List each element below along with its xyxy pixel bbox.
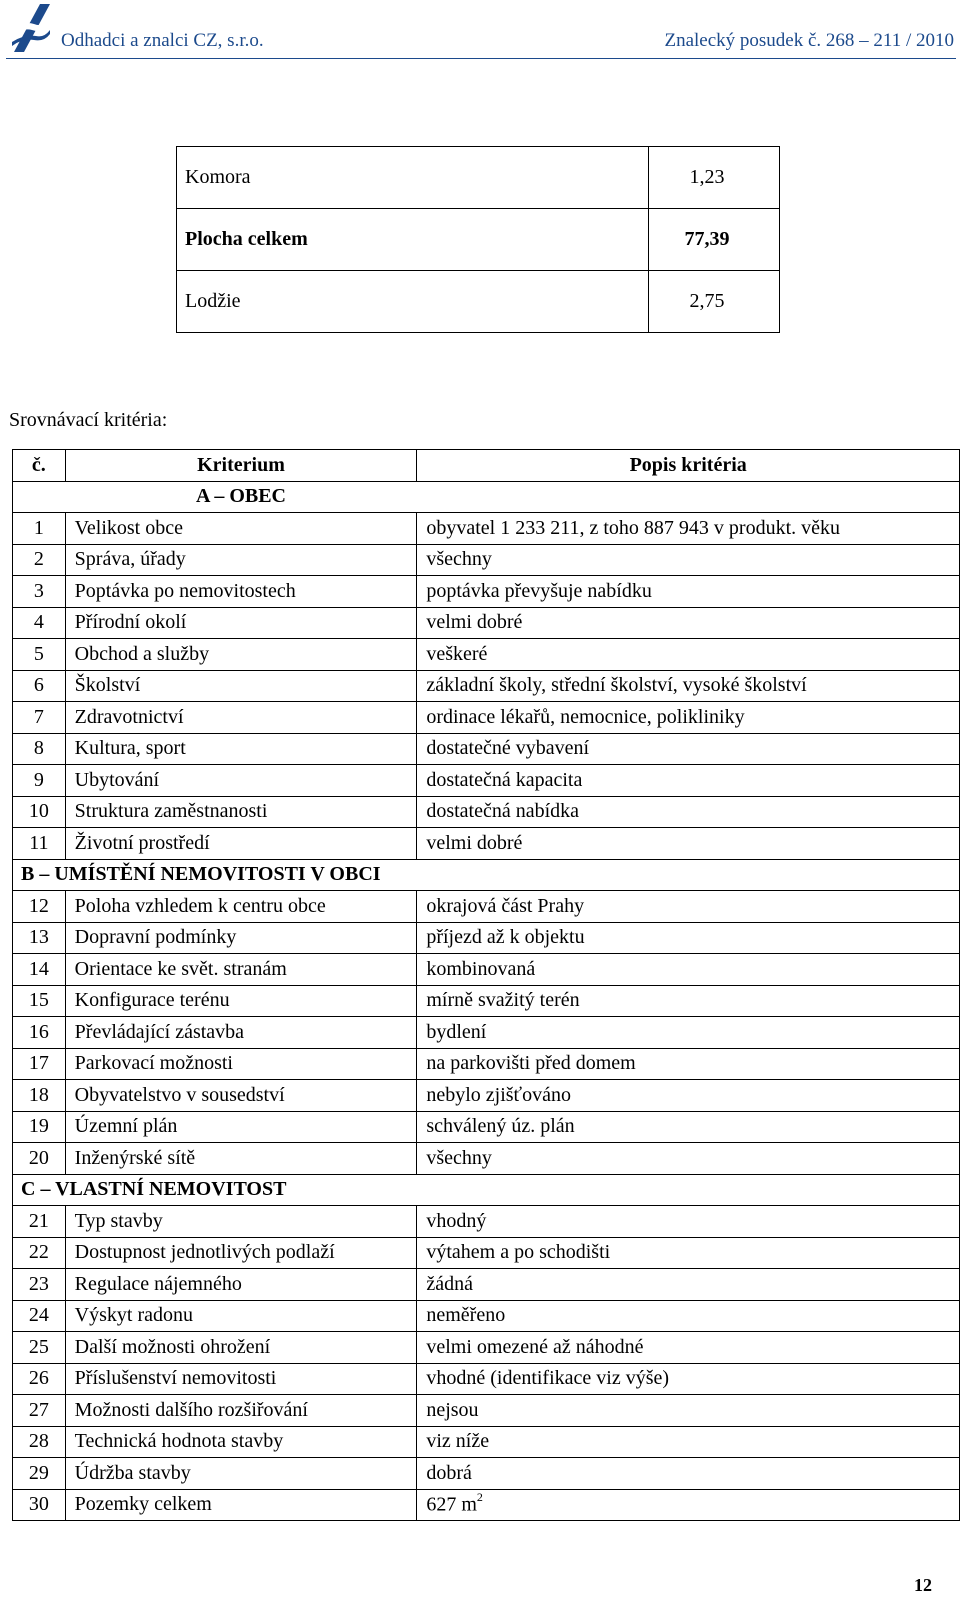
criterion-description-text: neměřeno xyxy=(426,1304,506,1327)
criterion-number: 22 xyxy=(13,1237,66,1269)
criterion-number: 10 xyxy=(13,796,66,828)
page-header xyxy=(6,0,956,59)
criteria-row xyxy=(13,796,960,828)
criterion-number: 19 xyxy=(13,1111,66,1143)
criterion-number: 6 xyxy=(13,670,66,702)
criterion-description-text: mírně svažitý terén xyxy=(426,989,580,1012)
criterion-name: Obchod a služby xyxy=(65,639,417,671)
criterion-name: Dostupnost jednotlivých podlaží xyxy=(65,1237,417,1269)
criterion-name: Obyvatelstvo v sousedství xyxy=(65,1080,417,1112)
criterion-description-text: kombinovaná xyxy=(426,957,536,980)
criteria-row xyxy=(13,513,960,545)
criteria-row xyxy=(13,1489,960,1521)
criteria-row xyxy=(13,765,960,797)
criteria-row xyxy=(13,733,960,765)
area-name: Plocha celkem xyxy=(177,209,649,271)
criterion-description xyxy=(417,1080,960,1112)
criterion-number: 20 xyxy=(13,1143,66,1175)
criteria-row xyxy=(13,1458,960,1490)
criterion-number: 14 xyxy=(13,954,66,986)
criterion-name: Převládající zástavba xyxy=(65,1017,417,1049)
criterion-description-text: veškeré xyxy=(426,642,488,665)
criterion-description xyxy=(417,1395,960,1427)
criterion-description xyxy=(417,922,960,954)
area-name: Lodžie xyxy=(177,271,649,333)
criterion-name: Školství xyxy=(65,670,417,702)
criteria-title: Srovnávací kritéria: xyxy=(9,409,168,431)
criterion-description xyxy=(417,733,960,765)
group-spacer xyxy=(13,481,66,513)
criteria-row xyxy=(13,670,960,702)
criterion-name: Příslušenství nemovitosti xyxy=(65,1363,417,1395)
criterion-description xyxy=(417,891,960,923)
criterion-name: Možnosti dalšího rozšiřování xyxy=(65,1395,417,1427)
criterion-description-text: bydlení xyxy=(426,1020,487,1043)
criterion-description xyxy=(417,670,960,702)
criterion-number: 26 xyxy=(13,1363,66,1395)
criterion-number: 11 xyxy=(13,828,66,860)
criterion-description-text: obyvatel 1 233 211, z toho 887 943 v produkt. věku xyxy=(426,516,840,539)
criterion-description-text: všechny xyxy=(426,548,492,571)
criterion-description xyxy=(417,1269,960,1301)
criterion-description xyxy=(417,1426,960,1458)
criterion-number: 15 xyxy=(13,985,66,1017)
criterion-number: 24 xyxy=(13,1300,66,1332)
area-row xyxy=(177,147,780,209)
group-spacer xyxy=(417,481,960,513)
criterion-description xyxy=(417,576,960,608)
criterion-name: Ubytování xyxy=(65,765,417,797)
criterion-name: Orientace ke svět. stranám xyxy=(65,954,417,986)
group-label: A – OBEC xyxy=(195,485,287,508)
criterion-description xyxy=(417,639,960,671)
group-row-b xyxy=(13,859,960,891)
criteria-row xyxy=(13,922,960,954)
criterion-description-text: dostatečná kapacita xyxy=(426,768,583,791)
criterion-description xyxy=(417,1143,960,1175)
criterion-description xyxy=(417,985,960,1017)
criterion-description xyxy=(417,1048,960,1080)
criteria-row xyxy=(13,1237,960,1269)
criterion-description-text: dostatečné vybavení xyxy=(426,737,590,760)
criterion-number: 21 xyxy=(13,1206,66,1238)
criterion-name: Pozemky celkem xyxy=(65,1489,417,1521)
criterion-description-text: nejsou xyxy=(426,1398,479,1421)
criteria-row xyxy=(13,1017,960,1049)
criterion-description xyxy=(417,954,960,986)
criteria-row xyxy=(13,891,960,923)
criterion-description xyxy=(417,1458,960,1490)
criterion-number: 17 xyxy=(13,1048,66,1080)
criteria-row xyxy=(13,639,960,671)
criteria-row xyxy=(13,1300,960,1332)
criterion-name: Konfigurace terénu xyxy=(65,985,417,1017)
criterion-description xyxy=(417,1206,960,1238)
page-number: 12 xyxy=(914,1575,932,1595)
criterion-name: Struktura zaměstnanosti xyxy=(65,796,417,828)
criteria-row xyxy=(13,1395,960,1427)
criteria-row xyxy=(13,828,960,860)
criterion-name: Typ stavby xyxy=(65,1206,417,1238)
area-value: 1,23 xyxy=(649,147,780,209)
criterion-number: 8 xyxy=(13,733,66,765)
criterion-description xyxy=(417,607,960,639)
criterion-number: 16 xyxy=(13,1017,66,1049)
criterion-name: Výskyt radonu xyxy=(65,1300,417,1332)
criterion-description xyxy=(417,1017,960,1049)
criterion-description-text: poptávka převyšuje nabídku xyxy=(426,579,652,602)
criteria-row xyxy=(13,1426,960,1458)
group-row-c xyxy=(13,1174,960,1206)
criterion-description xyxy=(417,796,960,828)
criterion-name: Zdravotnictví xyxy=(65,702,417,734)
criterion-name: Kultura, sport xyxy=(65,733,417,765)
criterion-name: Poptávka po nemovitostech xyxy=(65,576,417,608)
criterion-description-text: všechny xyxy=(426,1146,492,1169)
criterion-number: 5 xyxy=(13,639,66,671)
criteria-row xyxy=(13,1143,960,1175)
criterion-description-text: dostatečná nabídka xyxy=(426,800,580,823)
criterion-description-text: příjezd až k objektu xyxy=(426,926,585,949)
criterion-name: Územní plán xyxy=(65,1111,417,1143)
criteria-row xyxy=(13,1363,960,1395)
area-table xyxy=(176,146,780,333)
criteria-row xyxy=(13,607,960,639)
criteria-row xyxy=(13,1080,960,1112)
header-criterion: Kriterium xyxy=(65,450,417,482)
criterion-description xyxy=(417,513,960,545)
group-label: B – UMÍSTĚNÍ NEMOVITOSTI V OBCI xyxy=(13,859,960,891)
criterion-number: 7 xyxy=(13,702,66,734)
criterion-description-text: žádná xyxy=(426,1272,473,1295)
area-row-total xyxy=(177,209,780,271)
criteria-row xyxy=(13,702,960,734)
criteria-header-row xyxy=(13,450,960,482)
criterion-description-text: okrajová část Prahy xyxy=(426,894,585,917)
criterion-number: 12 xyxy=(13,891,66,923)
criterion-number: 4 xyxy=(13,607,66,639)
criteria-row xyxy=(13,576,960,608)
criterion-description xyxy=(417,1111,960,1143)
area-row xyxy=(177,271,780,333)
criterion-number: 3 xyxy=(13,576,66,608)
criterion-description-text: nebylo zjišťováno xyxy=(426,1083,571,1106)
criterion-name: Správa, úřady xyxy=(65,544,417,576)
criterion-name: Inženýrské sítě xyxy=(65,1143,417,1175)
criterion-description-text: dobrá xyxy=(426,1461,472,1484)
group-row-a xyxy=(13,481,960,513)
criterion-number: 25 xyxy=(13,1332,66,1364)
criteria-row xyxy=(13,1206,960,1238)
criteria-row xyxy=(13,1332,960,1364)
area-value: 2,75 xyxy=(649,271,780,333)
criterion-description-text: vhodný xyxy=(426,1209,487,1232)
criterion-description-text: velmi dobré xyxy=(426,831,523,854)
criterion-number: 1 xyxy=(13,513,66,545)
criterion-name: Dopravní podmínky xyxy=(65,922,417,954)
criterion-number: 13 xyxy=(13,922,66,954)
criterion-description xyxy=(417,702,960,734)
criteria-row xyxy=(13,1048,960,1080)
criterion-number: 29 xyxy=(13,1458,66,1490)
criterion-name: Přírodní okolí xyxy=(65,607,417,639)
criteria-row xyxy=(13,954,960,986)
criterion-description-text: viz níže xyxy=(426,1430,490,1453)
area-value: 77,39 xyxy=(649,209,780,271)
criterion-name: Regulace nájemného xyxy=(65,1269,417,1301)
criterion-name: Životní prostředí xyxy=(65,828,417,860)
company-name: Odhadci a znalci CZ, s.r.o. xyxy=(61,30,264,51)
criteria-row xyxy=(13,985,960,1017)
criteria-row xyxy=(13,1111,960,1143)
criterion-description xyxy=(417,1489,960,1521)
criteria-table xyxy=(12,449,960,1521)
criterion-description xyxy=(417,1332,960,1364)
criterion-description-text: na parkovišti před domem xyxy=(426,1052,636,1075)
criterion-description xyxy=(417,828,960,860)
criterion-number: 27 xyxy=(13,1395,66,1427)
criterion-description-text: ordinace lékařů, nemocnice, polikliniky xyxy=(426,705,745,728)
report-number: Znalecký posudek č. 268 – 211 / 2010 xyxy=(664,30,954,51)
criterion-description xyxy=(417,1363,960,1395)
criteria-row xyxy=(13,544,960,576)
criterion-name: Velikost obce xyxy=(65,513,417,545)
group-label: C – VLASTNÍ NEMOVITOST xyxy=(13,1174,960,1206)
header-number: č. xyxy=(13,450,66,482)
criterion-description-text: výtahem a po schodišti xyxy=(426,1241,611,1264)
criterion-name: Technická hodnota stavby xyxy=(65,1426,417,1458)
criterion-description xyxy=(417,1300,960,1332)
criterion-description xyxy=(417,544,960,576)
criterion-description-text: schválený úz. plán xyxy=(426,1115,575,1138)
criterion-number: 18 xyxy=(13,1080,66,1112)
criterion-description xyxy=(417,765,960,797)
criterion-number: 23 xyxy=(13,1269,66,1301)
criterion-number: 28 xyxy=(13,1426,66,1458)
criterion-number: 2 xyxy=(13,544,66,576)
criterion-description-text: základní školy, střední školství, vysoké školství xyxy=(426,674,807,697)
criterion-number: 30 xyxy=(13,1489,66,1521)
criterion-name: Parkovací možnosti xyxy=(65,1048,417,1080)
header-description: Popis kritéria xyxy=(417,450,960,482)
area-name: Komora xyxy=(177,147,649,209)
company-logo-icon xyxy=(10,2,52,54)
superscript: 2 xyxy=(476,1490,483,1505)
criterion-number: 9 xyxy=(13,765,66,797)
criterion-name: Poloha vzhledem k centru obce xyxy=(65,891,417,923)
criterion-description-text: vhodné (identifikace viz výše) xyxy=(426,1367,670,1390)
criteria-row xyxy=(13,1269,960,1301)
criterion-description-text: 627 m xyxy=(426,1494,477,1517)
criterion-name: Údržba stavby xyxy=(65,1458,417,1490)
criterion-description-text: velmi dobré xyxy=(426,611,523,634)
criterion-description xyxy=(417,1237,960,1269)
criterion-description-text: velmi omezené až náhodné xyxy=(426,1335,644,1358)
criterion-name: Další možnosti ohrožení xyxy=(65,1332,417,1364)
